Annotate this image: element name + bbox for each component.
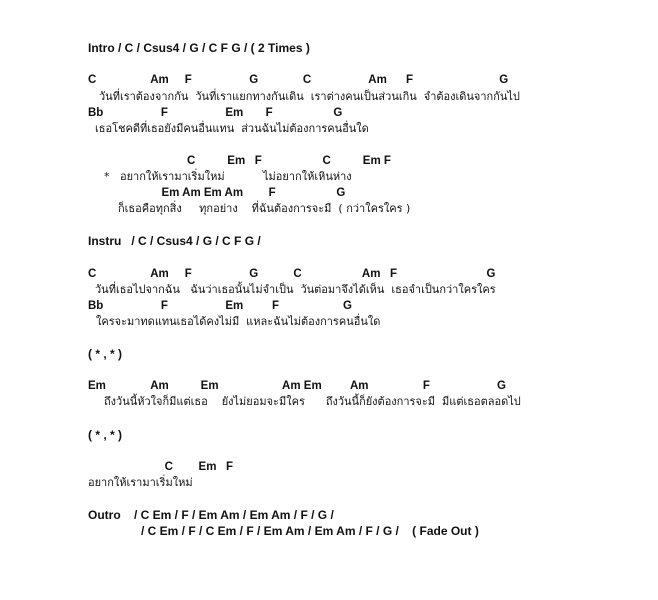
verse2-lyrics-1: วันที่เธอไปจากฉัน ฉันว่าเธอนั้นไม่จำเป็น วันต่อมาจึงได้เห็น เธอจำเป็นกว่าใครใคร bbox=[95, 283, 496, 296]
verse1-chords-2: Bb F Em F G bbox=[88, 107, 343, 119]
verse1-lyrics-1: วันที่เราต้องจากกัน วันที่เราแยกทางกันเดิน เราต่างคนเป็นส่วนเกิน จำต้องเดินจากกันไป bbox=[99, 90, 520, 103]
chorus-lyrics-2: ก็เธอคือทุกสิ่ง ทุกอย่าง ที่ฉันต้องการจะมี ( กว่าใครใคร ) bbox=[118, 202, 411, 215]
chorus-chords-2: Em Am Em Am F G bbox=[88, 187, 346, 199]
chorus-lyrics-1: * อยากให้เรามาเริ่มใหม่ ไม่อยากให้เหินห่าง bbox=[104, 170, 352, 183]
outro-line-1: Outro / C Em / F / Em Am / Em Am / F / G / bbox=[88, 508, 334, 522]
verse1-chords-1: C Am F G C Am F G bbox=[88, 74, 509, 86]
bridge-chords: Em Am Em Am Em Am F G bbox=[88, 380, 506, 392]
repeat-marker-1: ( * , * ) bbox=[88, 347, 123, 361]
bridge-lyrics: ถึงวันนี้หัวใจก็มีแต่เธอ ยังไม่ยอมจะมีใคร ถึงวันนี้ก็ยังต้องการจะมี มีแต่เธอตลอดไป bbox=[104, 395, 521, 408]
outro-line-2: / C Em / F / C Em / F / Em Am / Em Am / F / G / ( Fade Out ) bbox=[141, 524, 479, 538]
ending-chords: C Em F bbox=[88, 461, 234, 473]
ending-lyrics: อยากให้เรามาเริ่มใหม่ bbox=[88, 476, 193, 489]
verse2-chords-2: Bb F Em F G bbox=[88, 300, 352, 312]
intro-line: Intro / C / Csus4 / G / C F G / ( 2 Times ) bbox=[88, 41, 310, 55]
verse1-lyrics-2: เธอโชคดีที่เธอยังมีคนอื่นแทน ส่วนฉันไม่ต้องการคนอื่นใด bbox=[95, 122, 369, 135]
verse2-chords-1: C Am F G C Am F G bbox=[88, 268, 496, 280]
repeat-marker-2: ( * , * ) bbox=[88, 428, 123, 442]
chorus-chords-1: C Em F C Em F bbox=[88, 155, 391, 167]
instrumental-line: Instru / C / Csus4 / G / C F G / bbox=[88, 234, 261, 248]
verse2-lyrics-2: ใครจะมาทดแทนเธอได้คงไม่มี แหละฉันไม่ต้องการคนอื่นใด bbox=[96, 315, 381, 328]
